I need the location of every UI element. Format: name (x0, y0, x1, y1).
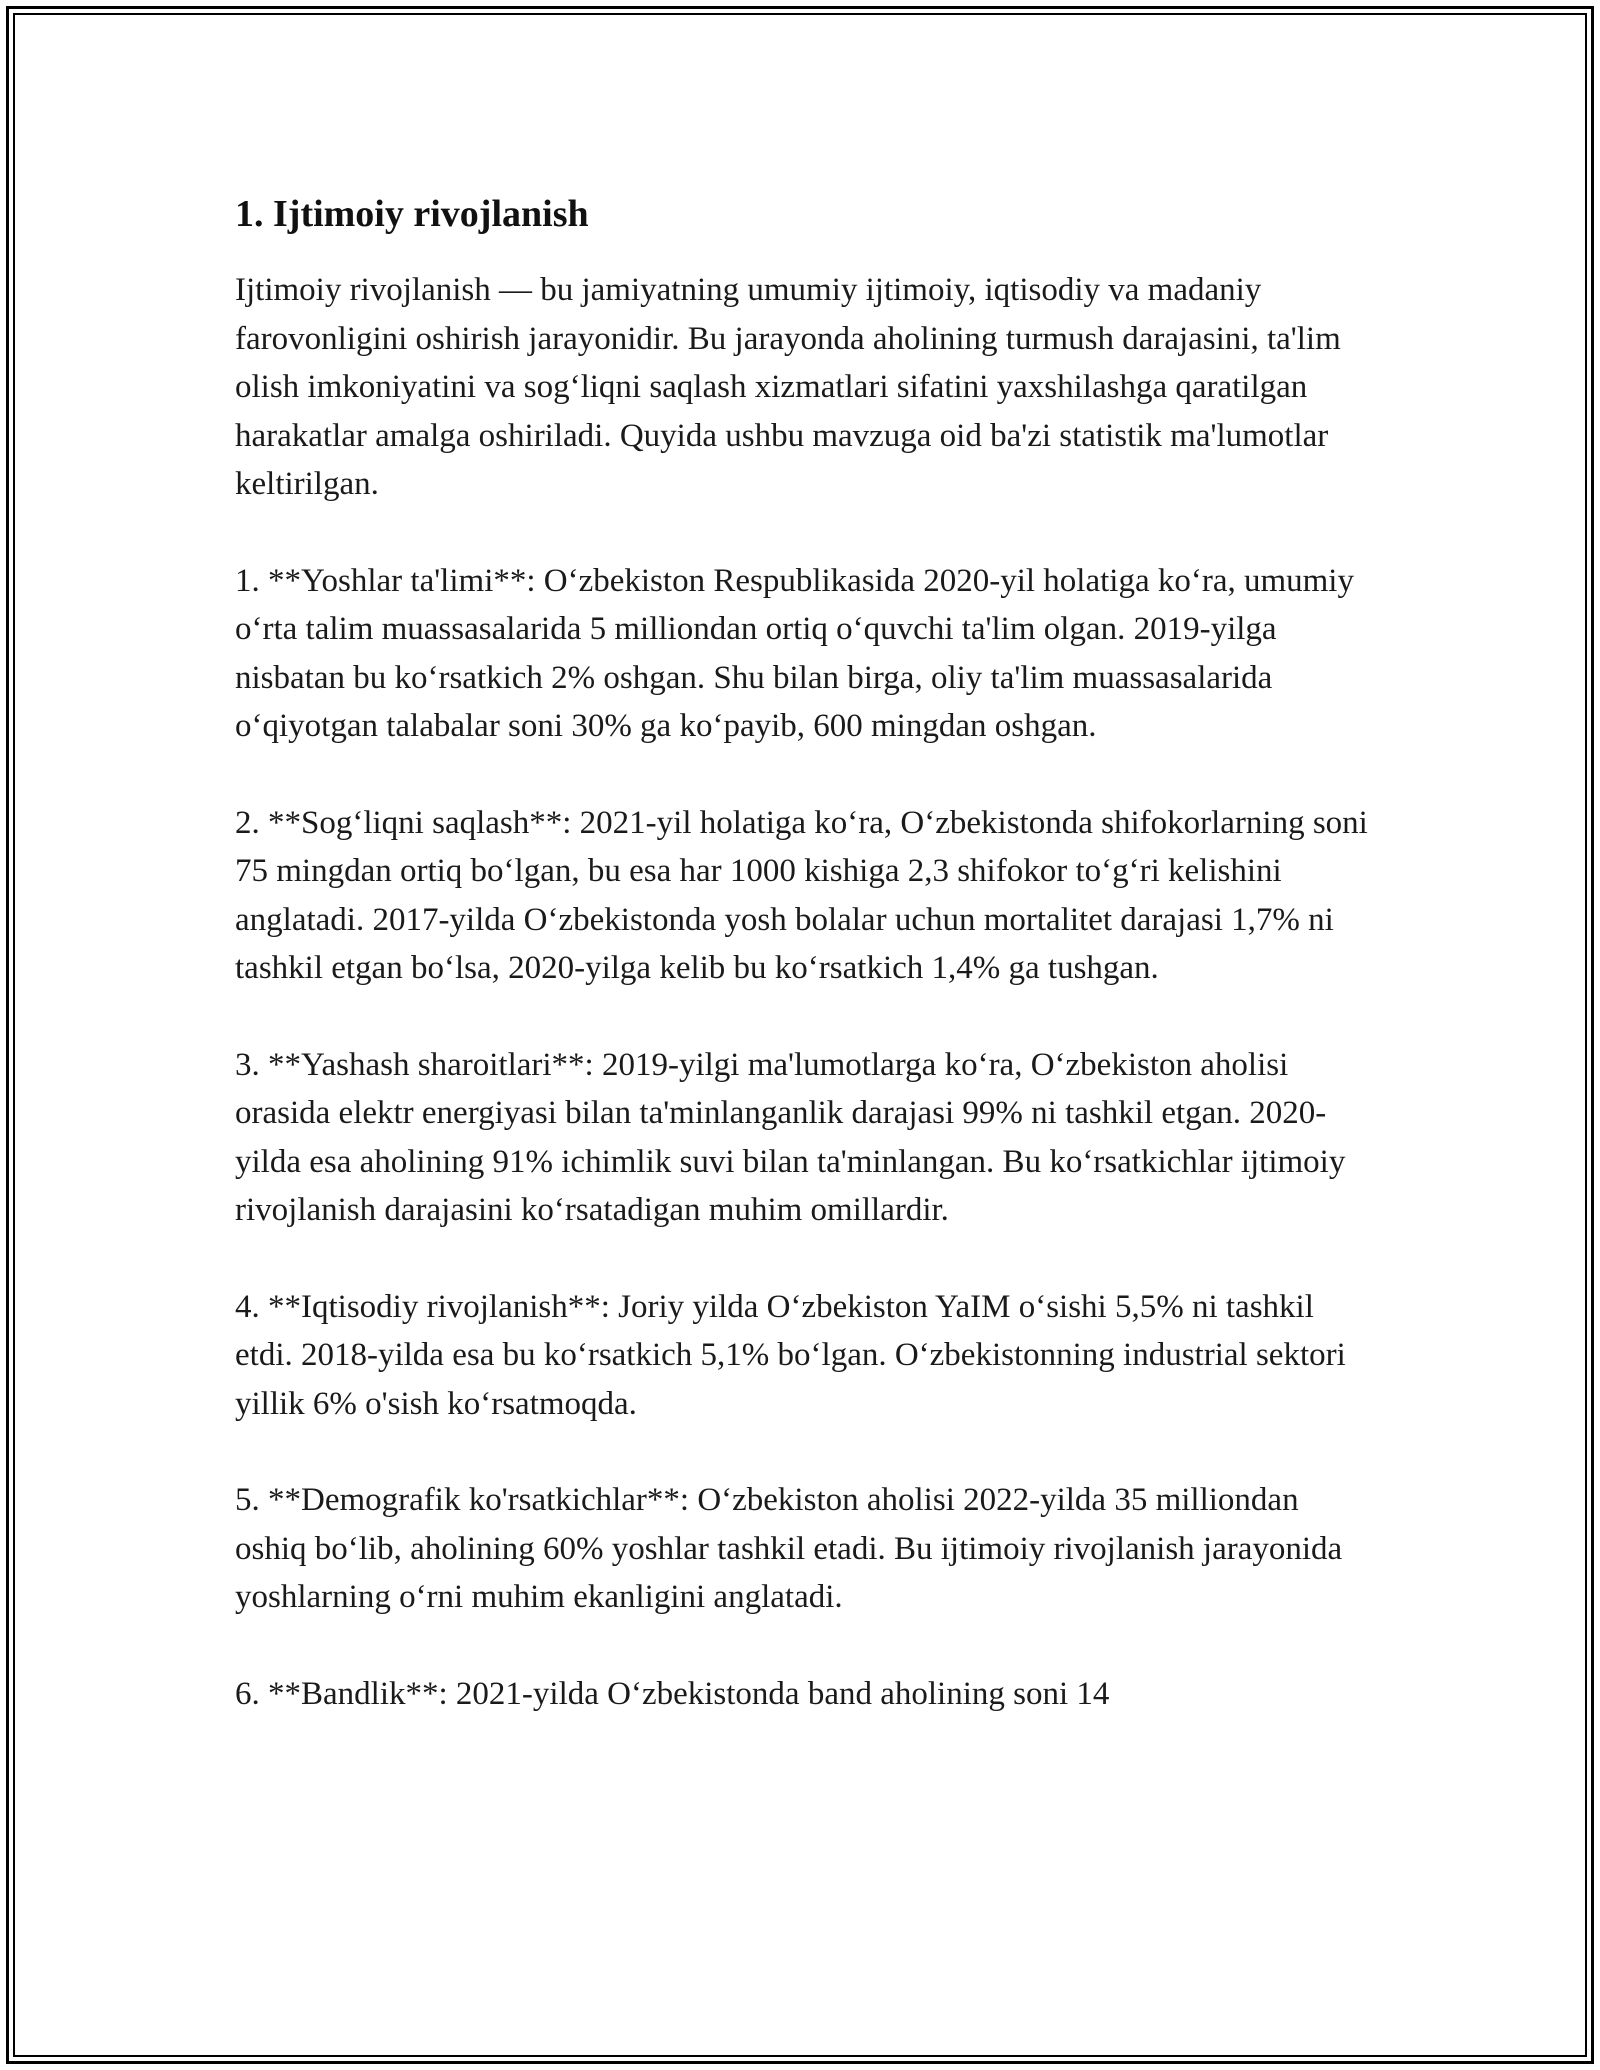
list-item-healthcare: 2. **Sog‘liqni saqlash**: 2021-yil holatiga ko‘ra, O‘zbekistonda shifokorlarning soni 75 mingdan ortiq bo‘lgan, bu esa har 1000 kishiga 2,3 shifokor to‘g‘ri kelishini anglatadi. 2017-yilda O‘zbekistonda yosh bolalar uchun mortalitet darajasi 1,7% ni tashkil etgan bo‘lsa, 2020-yilga kelib bu ko‘rsatkich 1,4% ga tushgan. (235, 804, 1368, 986)
list-item-economy: 4. **Iqtisodiy rivojlanish**: Joriy yilda O‘zbekiston YaIM o‘sishi 5,5% ni tashkil etdi. 2018-yilda esa bu ko‘rsatkich 5,1% bo‘lgan. O‘zbekistonning industrial sektori yillik 6% o'sish ko‘rsatmoqda. (235, 1288, 1346, 1422)
list-item-employment: 6. **Bandlik**: 2021-yilda O‘zbekistonda band aholining soni 14 (235, 1675, 1110, 1712)
list-item-demographics: 5. **Demografik ko'rsatkichlar**: O‘zbekiston aholisi 2022-yilda 35 milliondan oshiq bo‘lib, aholining 60% yoshlar tashkil etadi. Bu ijtimoiy rivojlanish jarayonida yoshlarning o‘rni muhim ekanligini anglatadi. (235, 1482, 1343, 1615)
list-item-education: 1. **Yoshlar ta'limi**: O‘zbekiston Respublikasida 2020-yil holatiga ko‘ra, umumiy o‘rta talim muassasalarida 5 milliondan ortiq o‘quvchi ta'lim olgan. 2019-yilga nisbatan bu ko‘rsatkich 2% oshgan. Shu bilan birga, oliy ta'lim muassasalarida o‘qiyotgan talabalar soni 30% ga ko‘payib, 600 mingdan oshgan. (235, 562, 1354, 744)
document-body (235, 188, 1375, 1766)
list-item-living-conditions: 3. **Yashash sharoitlari**: 2019-yilgi ma'lumotlarga ko‘ra, O‘zbekiston aholisi orasida elektr energiyasi bilan ta'minlanganlik darajasi 99% ni tashkil etgan. 2020-yilda esa aholining 91% ichimlik suvi bilan ta'minlangan. Bu ko‘rsatkichlar ijtimoiy rivojlanish darajasini ko‘rsatadigan muhim omillardir. (235, 1046, 1346, 1228)
section-heading: 1. Ijtimoiy rivojlanish (235, 193, 589, 235)
intro-paragraph: Ijtimoiy rivojlanish — bu jamiyatning umumiy ijtimoiy, iqtisodiy va madaniy farovonligini oshirish jarayonidir. Bu jarayonda aholining turmush darajasini, ta'lim olish imkoniyatini va sog‘liqni saqlash xizmatlari sifatini yaxshilashga qaratilgan harakatlar amalga oshiriladi. Quyida ushbu mavzuga oid ba'zi statistik ma'lumotlar keltirilgan. (235, 272, 1341, 502)
